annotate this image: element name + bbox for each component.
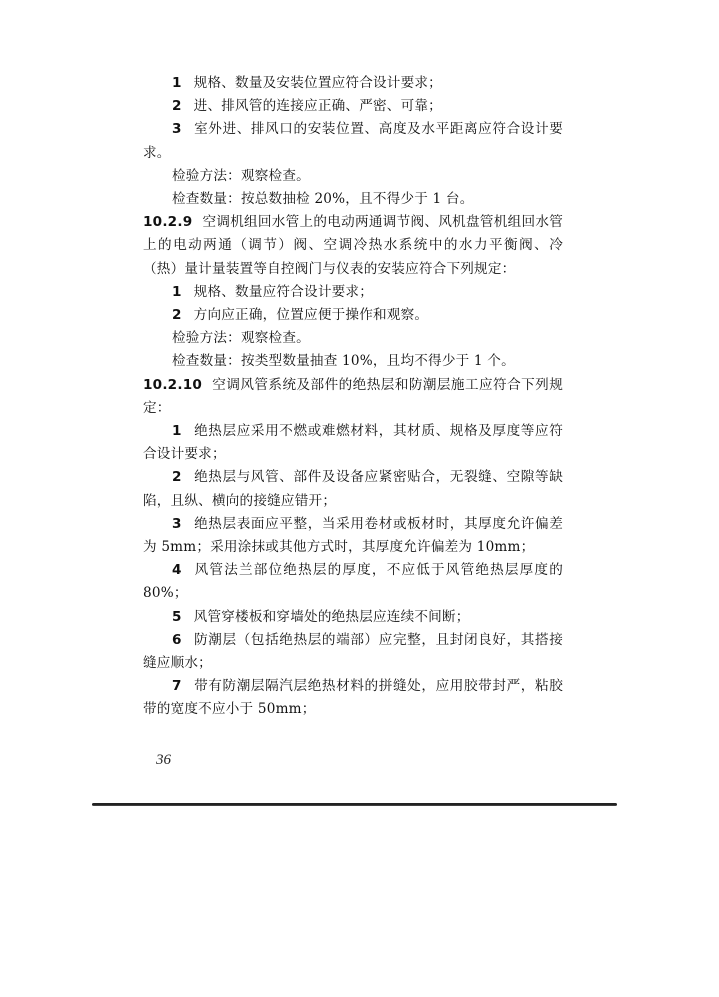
page-bottom-rule bbox=[92, 803, 617, 806]
item-number: 5 bbox=[172, 608, 182, 625]
item-number: 6 bbox=[172, 631, 182, 648]
list-item bbox=[143, 420, 563, 466]
clause-paragraph bbox=[143, 374, 563, 420]
note-paragraph bbox=[143, 327, 563, 350]
paragraph-text: 检验方法：观察检查。 bbox=[172, 330, 310, 347]
item-number: 2 bbox=[172, 98, 182, 115]
clause-paragraph bbox=[143, 211, 563, 281]
paragraph-text: 绝热层与风管、部件及设备应紧密贴合，无裂缝、空隙等缺陷，且纵、横向的接缝应错开； bbox=[143, 469, 563, 509]
list-item bbox=[143, 629, 563, 675]
paragraph-text: 室外进、排风口的安装位置、高度及水平距离应符合设计要求。 bbox=[143, 121, 563, 161]
clause-number: 10.2.9 bbox=[143, 214, 193, 231]
note-paragraph bbox=[143, 350, 563, 373]
paragraph-text: 绝热层表面应平整，当采用卷材或板材时，其厚度允许偏差为 5mm；采用涂抹或其他方式时，其厚度允许偏差为 10mm； bbox=[143, 515, 563, 556]
list-item bbox=[143, 72, 563, 95]
page-number: 36 bbox=[156, 752, 171, 768]
item-number: 1 bbox=[172, 423, 182, 440]
paragraph-text: 风管法兰部位绝热层的厚度，不应低于风管绝热层厚度的 80%； bbox=[143, 562, 563, 602]
item-number: 4 bbox=[172, 562, 182, 579]
clause-number: 10.2.10 bbox=[143, 376, 203, 393]
document-body bbox=[143, 72, 563, 722]
item-number: 1 bbox=[172, 283, 182, 300]
list-item bbox=[143, 559, 563, 605]
paragraph-text: 空调机组回水管上的电动两通调节阀、风机盘管机组回水管上的电动两通（调节）阀、空调冷热水系统中的水力平衡阀、冷（热）量计量装置等自控阀门与仪表的安装应符合下列规定： bbox=[143, 214, 563, 277]
list-item bbox=[143, 118, 563, 164]
paragraph-text: 防潮层（包括绝热层的端部）应完整，且封闭良好，其搭接缝应顺水； bbox=[143, 631, 563, 672]
paragraph-text: 绝热层应采用不燃或难燃材料，其材质、规格及厚度等应符合设计要求； bbox=[143, 423, 563, 463]
list-item bbox=[143, 304, 563, 327]
note-paragraph bbox=[143, 188, 563, 211]
list-item bbox=[143, 606, 563, 629]
list-item bbox=[143, 95, 563, 118]
paragraph-text: 进、排风管的连接应正确、严密、可靠； bbox=[193, 98, 442, 115]
paragraph-text: 检验方法：观察检查。 bbox=[172, 167, 310, 184]
paragraph-text: 带有防潮层隔汽层绝热材料的拼缝处，应用胶带封严，粘胶带的宽度不应小于 50mm； bbox=[143, 678, 563, 718]
note-paragraph bbox=[143, 165, 563, 188]
list-item bbox=[143, 675, 563, 721]
paragraph-text: 规格、数量及安装位置应符合设计要求； bbox=[193, 75, 442, 91]
item-number: 3 bbox=[172, 515, 182, 532]
list-item bbox=[143, 281, 563, 304]
paragraph-text: 空调风管系统及部件的绝热层和防潮层施工应符合下列规定： bbox=[143, 376, 563, 416]
paragraph-text: 方向应正确，位置应便于操作和观察。 bbox=[193, 307, 429, 324]
paragraph-text: 检查数量：按类型数量抽查 10%，且均不得少于 1 个。 bbox=[172, 353, 515, 370]
paragraph-text: 检查数量：按总数抽检 20%，且不得少于 1 台。 bbox=[172, 191, 474, 208]
item-number: 1 bbox=[172, 75, 182, 91]
item-number: 2 bbox=[172, 469, 182, 486]
list-item bbox=[143, 466, 563, 512]
item-number: 7 bbox=[172, 678, 182, 695]
paragraph-text: 风管穿楼板和穿墙处的绝热层应连续不间断； bbox=[193, 608, 470, 625]
item-number: 3 bbox=[172, 121, 182, 138]
paragraph-text: 规格、数量应符合设计要求； bbox=[193, 283, 373, 300]
item-number: 2 bbox=[172, 307, 182, 324]
list-item bbox=[143, 513, 563, 559]
